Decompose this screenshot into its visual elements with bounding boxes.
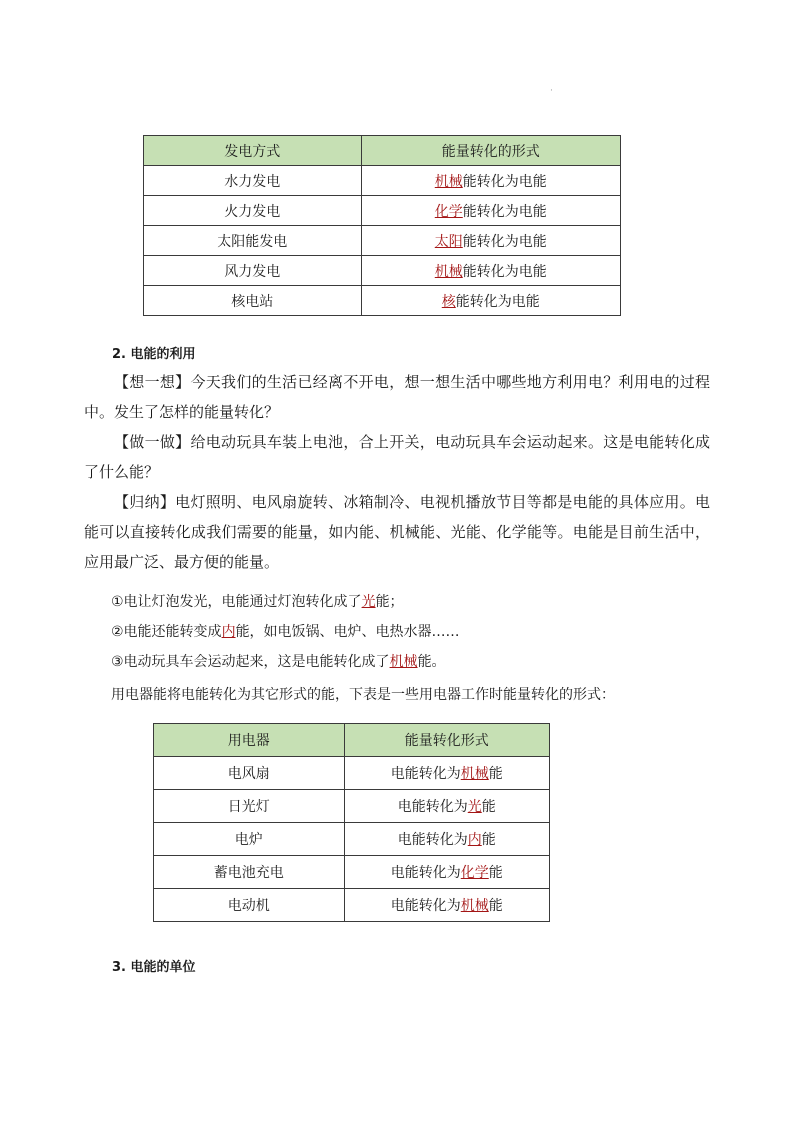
answer-text: 光 bbox=[467, 799, 482, 815]
list-item-text: ①电让灯泡发光，电能通过灯泡转化成了 bbox=[111, 594, 362, 610]
device-cell: 电风扇 bbox=[154, 757, 345, 790]
conversion-cell bbox=[361, 256, 620, 286]
list-item bbox=[111, 647, 446, 677]
conversion-text: 能转化为电能 bbox=[462, 233, 547, 250]
answer-text: 机械 bbox=[389, 654, 418, 670]
conversion-text: 电能转化为 bbox=[390, 766, 461, 782]
appliance-conversion-table bbox=[153, 723, 550, 922]
column-header-device: 用电器 bbox=[154, 724, 345, 757]
power-generation-table bbox=[143, 135, 621, 316]
conversion-cell bbox=[361, 166, 620, 196]
conversion-text: 能转化为电能 bbox=[455, 293, 540, 310]
answer-text: 化学 bbox=[434, 203, 463, 220]
answer-text: 机械 bbox=[434, 263, 463, 280]
device-cell: 蓄电池充电 bbox=[154, 856, 345, 889]
paragraph-think: 【想一想】今天我们的生活已经离不开电，想一想生活中哪些地方利用电？利用电的过程中。发生了怎样的能量转化？ bbox=[84, 373, 710, 421]
generation-method-cell: 核电站 bbox=[144, 286, 362, 316]
list-item-text: 能。 bbox=[417, 654, 446, 670]
conversion-text: 能 bbox=[481, 799, 496, 815]
section-heading-energy-unit: 3. 电能的单位 bbox=[112, 960, 196, 975]
conversion-cell bbox=[344, 823, 549, 856]
conversion-text: 能 bbox=[481, 832, 496, 848]
table-row bbox=[154, 889, 550, 922]
conversion-text: 能转化为电能 bbox=[462, 203, 547, 220]
conversion-cell bbox=[344, 889, 549, 922]
generation-method-cell: 火力发电 bbox=[144, 196, 362, 226]
table-row bbox=[154, 790, 550, 823]
table-row bbox=[144, 166, 621, 196]
table-row bbox=[154, 823, 550, 856]
table-row bbox=[144, 256, 621, 286]
list-item bbox=[111, 587, 404, 617]
table-row bbox=[154, 856, 550, 889]
paragraph-do: 【做一做】给电动玩具车装上电池，合上开关，电动玩具车会运动起来。这是电能转化成了什么能？ bbox=[84, 433, 710, 481]
conversion-cell bbox=[361, 196, 620, 226]
answer-text: 机械 bbox=[434, 173, 463, 190]
conversion-text: 能 bbox=[488, 898, 503, 914]
device-cell: 电动机 bbox=[154, 889, 345, 922]
generation-method-cell: 太阳能发电 bbox=[144, 226, 362, 256]
device-cell: 电炉 bbox=[154, 823, 345, 856]
table-row bbox=[144, 226, 621, 256]
conversion-text: 电能转化为 bbox=[397, 832, 468, 848]
conversion-text: 电能转化为 bbox=[397, 799, 468, 815]
conversion-text: 能转化为电能 bbox=[462, 173, 547, 190]
list-item-text: 能； bbox=[375, 594, 404, 610]
answer-text: 光 bbox=[361, 594, 376, 610]
conversion-text: 能 bbox=[488, 766, 503, 782]
answer-text: 内 bbox=[467, 832, 482, 848]
paragraph-summary: 【归纳】电灯照明、电风扇旋转、冰箱制冷、电视机播放节目等都是电能的具体应用。电能可以直接转化成我们需要的能量，如内能、机械能、光能、化学能等。电能是目前生活中，应用最广泛、最方便的能量。 bbox=[84, 493, 710, 571]
generation-method-cell: 风力发电 bbox=[144, 256, 362, 286]
conversion-cell bbox=[344, 790, 549, 823]
answer-text: 机械 bbox=[460, 898, 489, 914]
list-item-text: ③电动玩具车会运动起来，这是电能转化成了 bbox=[111, 654, 390, 670]
column-header-conversion: 能量转化的形式 bbox=[361, 136, 620, 166]
column-header-method: 发电方式 bbox=[144, 136, 362, 166]
conversion-text: 电能转化为 bbox=[390, 865, 461, 881]
generation-method-cell: 水力发电 bbox=[144, 166, 362, 196]
table-intro-text: 用电器能将电能转化为其它形式的能，下表是一些用电器工作时能量转化的形式： bbox=[111, 687, 615, 703]
conversion-cell bbox=[344, 856, 549, 889]
conversion-text: 电能转化为 bbox=[390, 898, 461, 914]
conversion-cell bbox=[344, 757, 549, 790]
conversion-cell bbox=[361, 226, 620, 256]
answer-text: 机械 bbox=[460, 766, 489, 782]
conversion-text: 能转化为电能 bbox=[462, 263, 547, 280]
table-header-row bbox=[144, 136, 621, 166]
answer-text: 太阳 bbox=[434, 233, 463, 250]
device-cell: 日光灯 bbox=[154, 790, 345, 823]
conversion-text: 能 bbox=[488, 865, 503, 881]
column-header-conversion: 能量转化形式 bbox=[344, 724, 549, 757]
table-row bbox=[144, 286, 621, 316]
answer-text: 核 bbox=[441, 293, 456, 310]
table-row bbox=[154, 757, 550, 790]
list-item-text: ②电能还能转变成 bbox=[111, 624, 222, 640]
page-mark: · bbox=[550, 86, 553, 96]
conversion-cell bbox=[361, 286, 620, 316]
answer-text: 内 bbox=[221, 624, 236, 640]
answer-text: 化学 bbox=[460, 865, 489, 881]
list-item bbox=[111, 617, 460, 647]
table-row bbox=[144, 196, 621, 226]
section-heading-energy-use: 2. 电能的利用 bbox=[112, 347, 196, 362]
list-item-text: 能，如电饭锅、电炉、电热水器…… bbox=[235, 624, 460, 640]
table-header-row bbox=[154, 724, 550, 757]
